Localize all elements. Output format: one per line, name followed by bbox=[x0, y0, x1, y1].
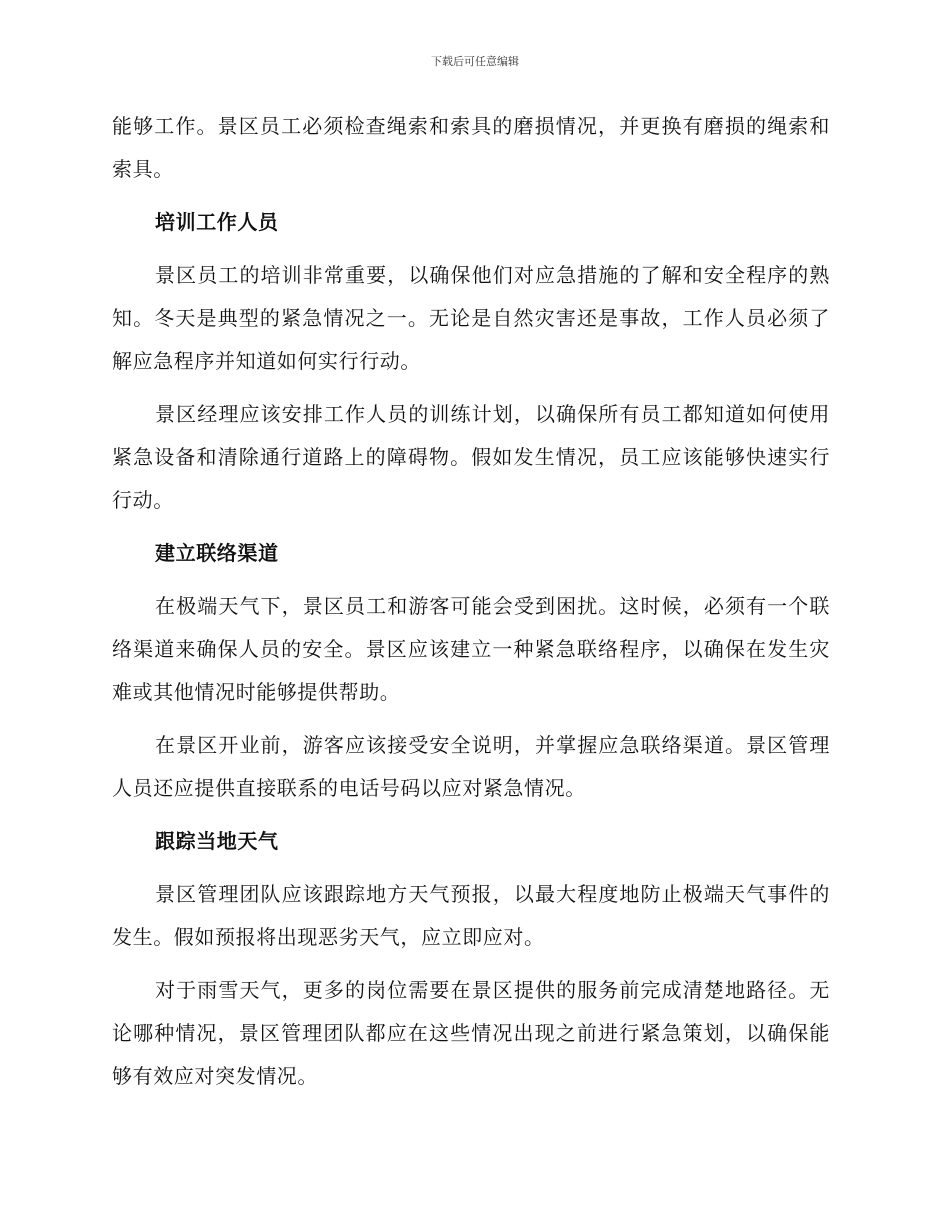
section-heading-communication: 建立联络渠道 bbox=[155, 541, 279, 565]
document-body bbox=[112, 105, 830, 1108]
paragraph-communication-1: 在极端天气下，景区员工和游客可能会受到困扰。这时候，必须有一个联络渠道来确保人员的安全。景区应该建立一种紧急联络程序，以确保在发生灾难或其他情况时能够提供帮助。 bbox=[112, 594, 830, 704]
paragraph-intro: 能够工作。景区员工必须检查绳索和索具的磨损情况，并更换有磨损的绳索和索具。 bbox=[112, 114, 830, 181]
paragraph-training-1: 景区员工的培训非常重要，以确保他们对应急措施的了解和安全程序的熟知。冬天是典型的紧急情况之一。无论是自然灾害还是事故，工作人员必须了解应急程序并知道如何实行行动。 bbox=[112, 263, 830, 373]
page-header: 下载后可任意编辑 bbox=[431, 55, 519, 68]
section-heading-training: 培训工作人员 bbox=[155, 210, 279, 234]
paragraph-communication-2: 在景区开业前，游客应该接受安全说明，并掌握应急联络渠道。景区管理人员还应提供直接联系的电话号码以应对紧急情况。 bbox=[112, 733, 830, 800]
paragraph-weather-2: 对于雨雪天气，更多的岗位需要在景区提供的服务前完成清楚地路径。无论哪种情况，景区管理团队都应在这些情况出现之前进行紧急策划，以确保能够有效应对突发情况。 bbox=[112, 978, 830, 1088]
paragraph-weather-1: 景区管理团队应该跟踪地方天气预报，以最大程度地防止极端天气事件的发生。假如预报将出现恶劣天气，应立即应对。 bbox=[112, 882, 830, 949]
paragraph-training-2: 景区经理应该安排工作人员的训练计划，以确保所有员工都知道如何使用紧急设备和清除通行道路上的障碍物。假如发生情况，员工应该能够快速实行行动。 bbox=[112, 402, 830, 512]
section-heading-weather: 跟踪当地天气 bbox=[155, 829, 279, 853]
